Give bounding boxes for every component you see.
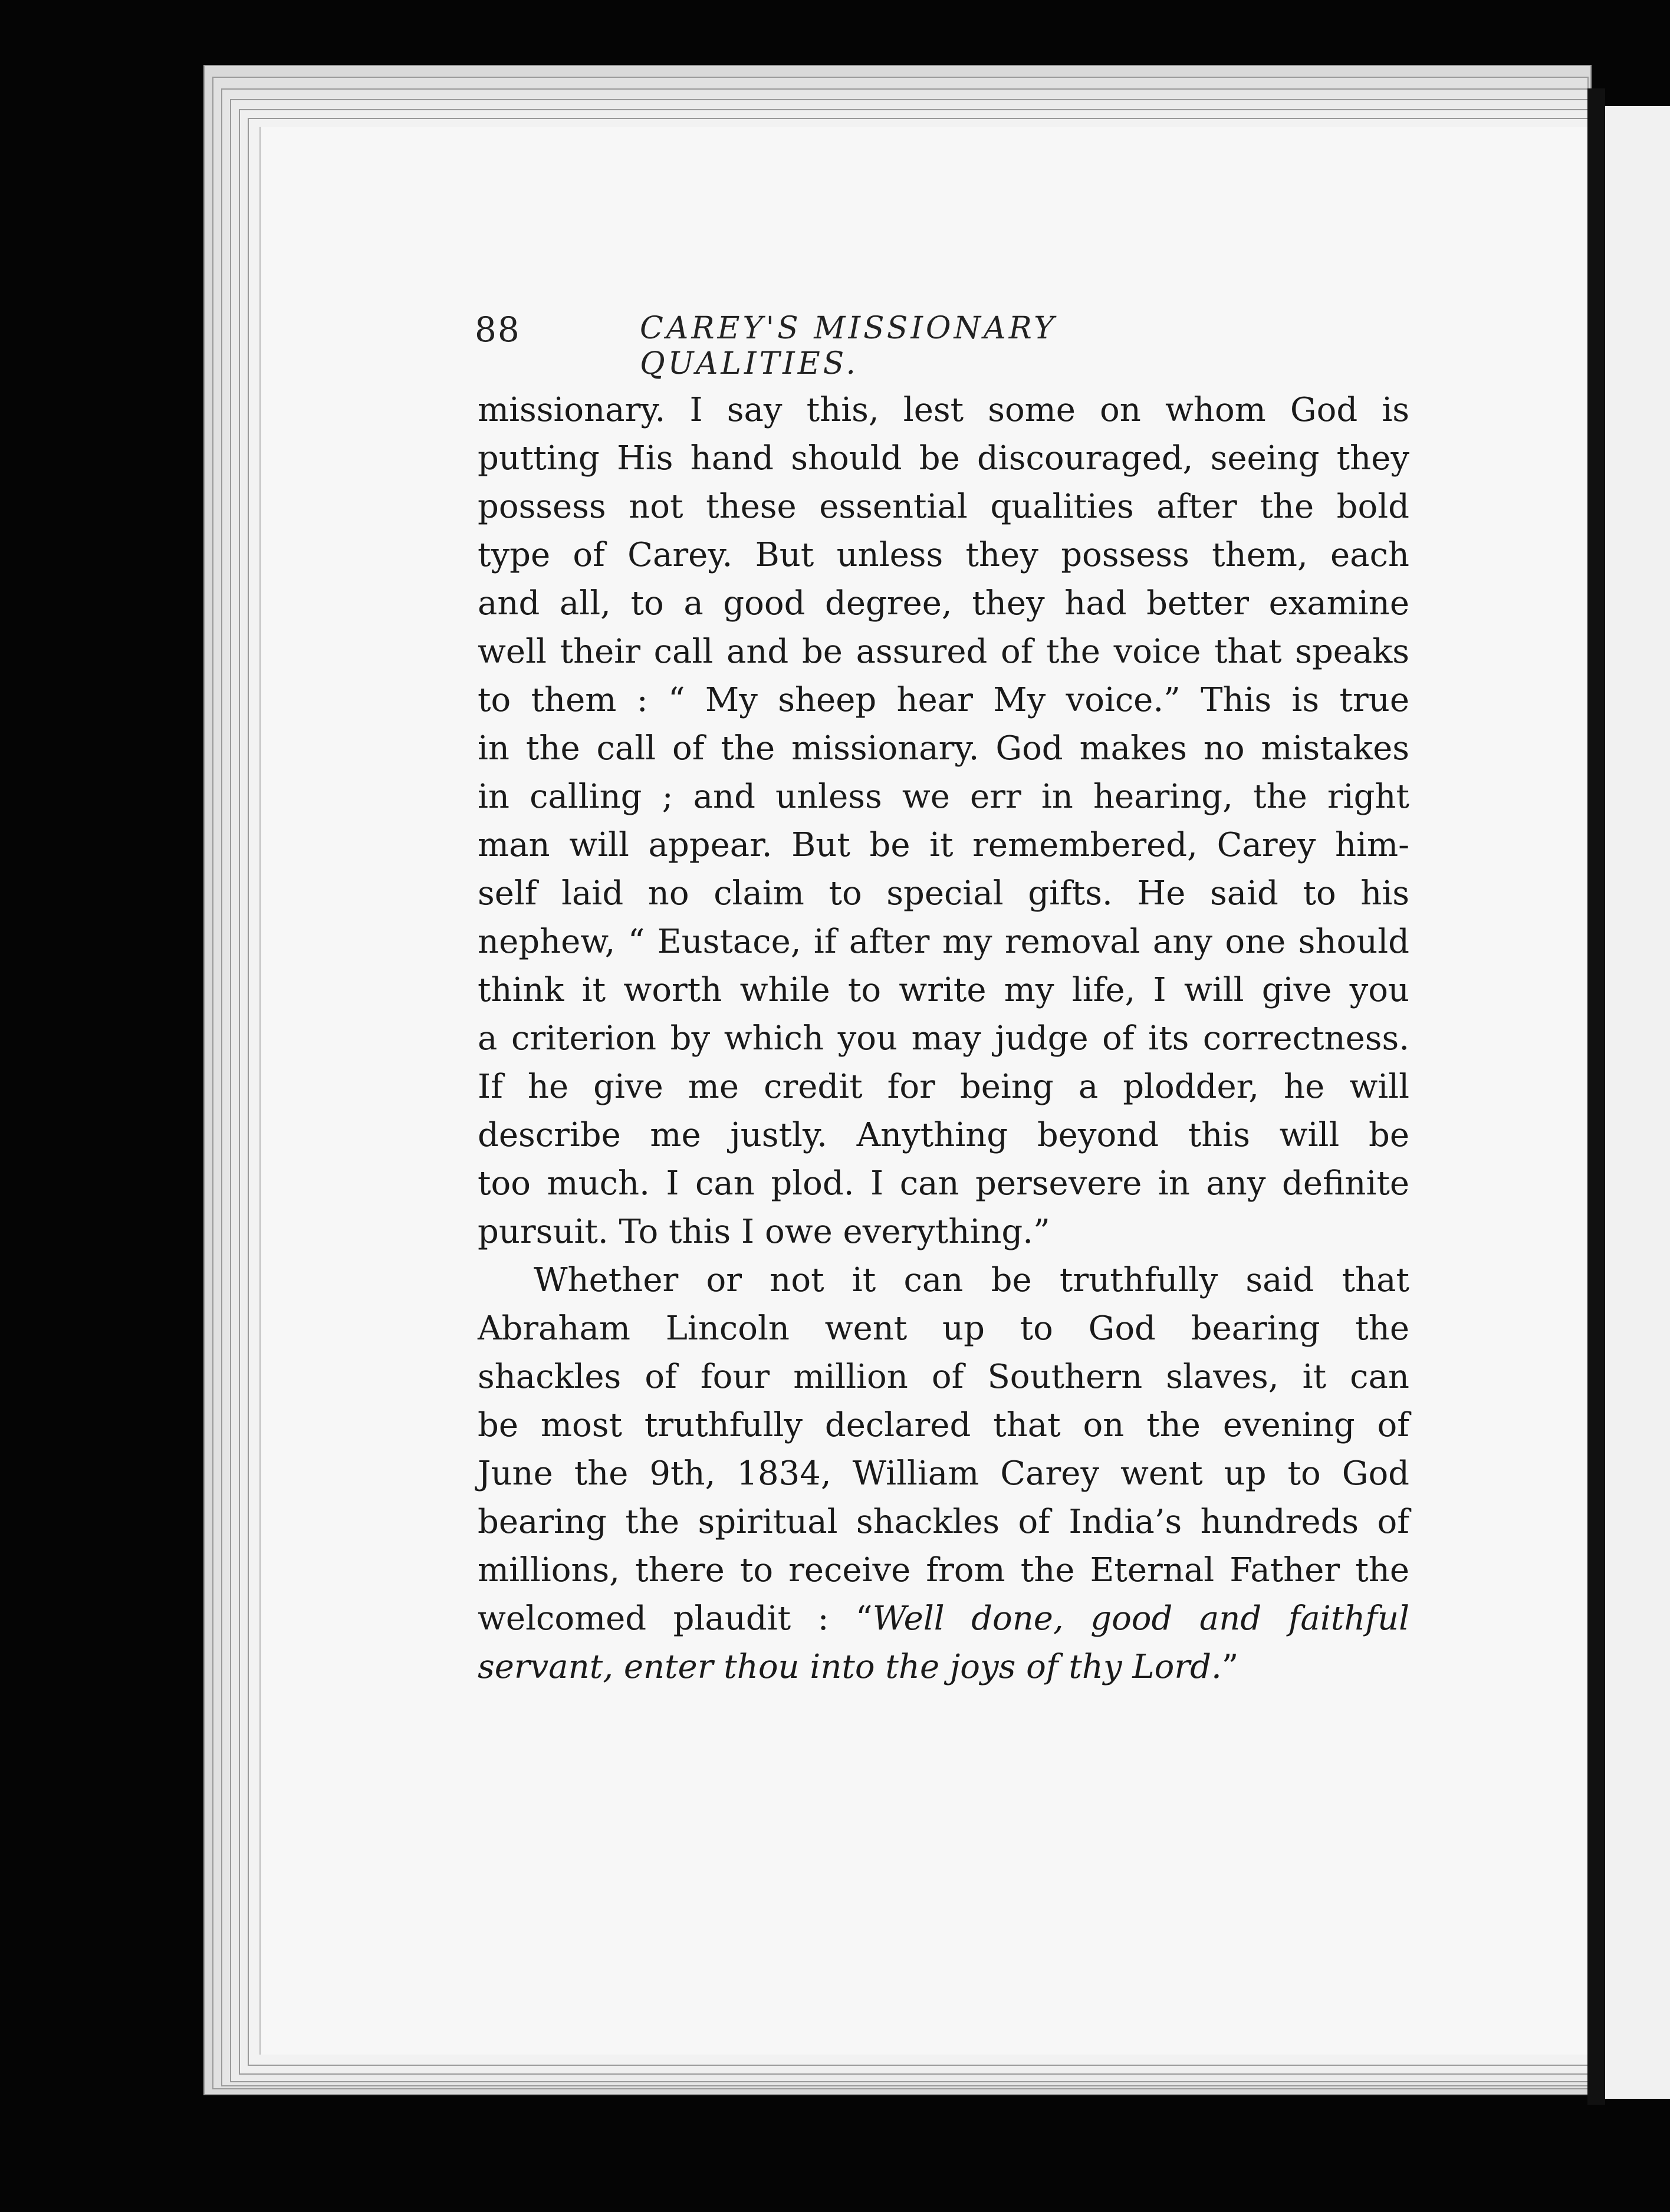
text-line: nephew, “ Eustace, if after my removal any one should (478, 923, 1409, 961)
text-line: possess not these essential qualities after the bold (478, 488, 1409, 526)
text-line: describe me justly. Anything beyond this will be (478, 1116, 1409, 1154)
book-gutter (1587, 88, 1605, 2105)
text-line: well their call and be assured of the voice that speaks (478, 633, 1409, 671)
quote-text-start: Well done, good and faithful (872, 1599, 1410, 1638)
text-line: type of Carey. But unless they possess them, each (478, 536, 1409, 574)
text-line: think it worth while to write my life, I will give you (478, 971, 1409, 1009)
text-line-with-quote (478, 1595, 1409, 1643)
facing-page-sliver (1605, 106, 1670, 2099)
text-line-with-quote (478, 1643, 1409, 1691)
body-text (478, 386, 1409, 1691)
text-line: too much. I can plod. I can persevere in any definite (478, 1164, 1409, 1203)
text-line: in the call of the missionary. God makes no mistakes (478, 729, 1409, 768)
text-line: in calling ; and unless we err in hearing, the right (478, 778, 1409, 816)
text-line: millions, there to receive from the Eternal Father the (478, 1551, 1409, 1589)
text-line: Whether or not it can be truthfully said that (534, 1261, 1409, 1299)
closing-quote-mark: ” (1221, 1648, 1239, 1686)
text-line: missionary. I say this, lest some on whom God is (478, 391, 1409, 429)
page-number: 88 (475, 310, 521, 350)
text-line: be most truthfully declared that on the evening of (478, 1406, 1409, 1444)
text-line: man will appear. But be it remembered, Carey him- (478, 826, 1409, 864)
running-head (475, 310, 1241, 381)
text-line: June the 9th, 1834, William Carey went up to God (478, 1454, 1409, 1493)
quote-text-end: servant, enter thou into the joys of thy Lord. (478, 1648, 1222, 1686)
text-line: pursuit. To this I owe everything.” (478, 1213, 1050, 1251)
text-line: and all, to a good degree, they had better examine (478, 584, 1409, 623)
text-line: Abraham Lincoln went up to God bearing the (478, 1309, 1409, 1348)
text-line: a criterion by which you may judge of its correctness. (478, 1019, 1409, 1058)
text-line: bearing the spiritual shackles of India’s hundreds of (478, 1503, 1409, 1541)
page-header-title: CAREY'S MISSIONARY QUALITIES. (640, 311, 1057, 381)
text-line: If he give me credit for being a plodder, he will (478, 1068, 1409, 1106)
text-line: to them : “ My sheep hear My voice.” This is true (478, 681, 1409, 719)
text-line: shackles of four million of Southern slaves, it can (478, 1358, 1409, 1396)
quote-lead-in: welcomed plaudit : “ (478, 1599, 873, 1638)
text-line: self laid no claim to special gifts. He said to his (478, 874, 1409, 913)
text-line: putting His hand should be discouraged, seeing they (478, 439, 1409, 478)
